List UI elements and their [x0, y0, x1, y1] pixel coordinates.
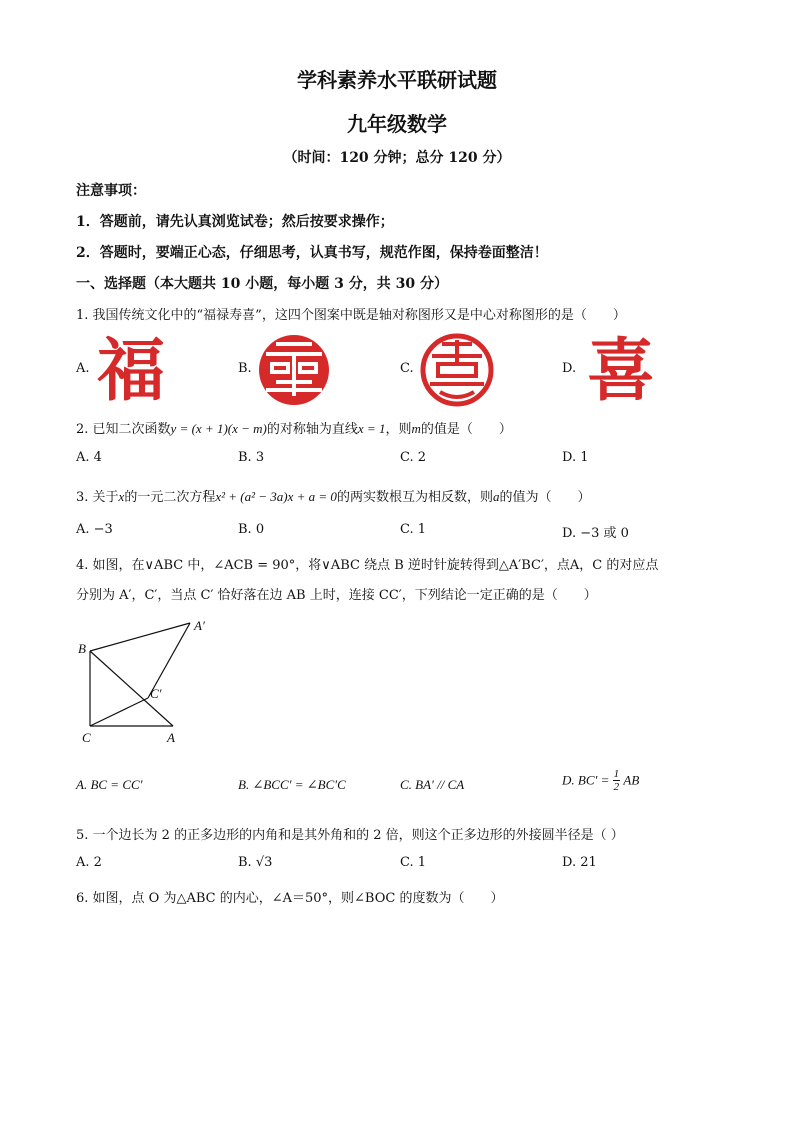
q3-option-a: A. −3 — [76, 522, 113, 537]
figure-label-a: A — [167, 730, 175, 745]
xi-seal-char: 喜 — [586, 332, 656, 406]
q3-option-b: B. 0 — [238, 522, 265, 537]
figure-label-c: C — [82, 730, 91, 745]
q5-option-d: D. 21 — [562, 855, 597, 870]
notes-item-1: 1．答题前，请先认真浏览试卷；然后按要求操作； — [76, 214, 394, 230]
section-1-heading: 一、选择题（本大题共 10 小题，每小题 3 分，共 30 分） — [76, 276, 448, 292]
q5-option-a: A. 2 — [76, 855, 102, 870]
figure-label-a-prime: A′ — [194, 618, 205, 633]
lu-seal-icon — [256, 332, 332, 408]
q2-option-c: C. 2 — [400, 450, 427, 465]
exam-title: 学科素养水平联研试题 — [297, 68, 497, 92]
q1-option-b-label: B. — [238, 361, 252, 376]
q4-figure — [70, 612, 220, 750]
q3-option-d: D. −3 或 0 — [562, 526, 629, 541]
q2-stem: 2. 已知二次函数y = (x + 1)(x − m)的对称轴为直线x = 1，则m的值是（ ） — [76, 421, 512, 437]
exam-subtitle: 九年级数学 — [347, 112, 447, 136]
figure-label-b: B — [78, 641, 86, 656]
q2-option-b: B. 3 — [238, 450, 265, 465]
figure-label-c-prime: C′ — [150, 686, 162, 701]
q1-option-d-label: D. — [562, 361, 577, 376]
xi-seal-icon — [582, 332, 660, 406]
q4-stem-line-2: 分别为 A′，C′，当点 C′ 恰好落在边 AB 上时，连接 CC′，下列结论一定正确的是（ ） — [76, 588, 597, 603]
q2-option-a: A. 4 — [76, 450, 102, 465]
q3-stem: 3. 关于x的一元二次方程x² + (a² − 3a)x + a = 0的两实数根互为相反数，则a的值为（ ） — [76, 489, 591, 505]
q1-stem: 1. 我国传统文化中的“福禄寿喜”，这四个图案中既是轴对称图形又是中心对称图形的是（ ） — [76, 308, 626, 323]
q4-option-d-fraction: $\frac{1}{2}$ — [613, 768, 620, 793]
q5-option-b: B. √3 — [238, 855, 273, 870]
exam-info: （时间：120 分钟；总分 120 分） — [283, 150, 511, 166]
q3-option-c: C. 1 — [400, 522, 427, 537]
q5-option-c: C. 1 — [400, 855, 427, 870]
q4-option-b: B. ∠BCC′ = ∠BC′C — [238, 777, 346, 792]
notes-item-2: 2．答题时，要端正心态，仔细思考，认真书写，规范作图，保持卷面整洁！ — [76, 245, 548, 261]
fu-seal-icon — [92, 332, 170, 406]
q4-option-a: A. BC = CC′ — [76, 777, 143, 792]
q1-option-c-label: C. — [400, 361, 414, 376]
shou-seal-icon — [418, 332, 496, 408]
q6-stem: 6. 如图，点 O 为△ABC 的内心，∠A＝50°，则∠BOC 的度数为（ ） — [76, 891, 504, 906]
q5-stem: 5. 一个边长为 2 的正多边形的内角和是其外角和的 2 倍，则这个正多边形的外接圆半径是（ ） — [76, 828, 624, 843]
fu-seal-char: 福 — [96, 332, 166, 406]
q2-option-d: D. 1 — [562, 450, 589, 465]
notes-heading: 注意事项： — [76, 183, 146, 199]
q1-option-a-label: A. — [76, 361, 90, 376]
q4-option-c: C. BA′ // CA — [400, 777, 465, 792]
q4-option-d: D. BC′ = $\frac{1}{2}$ AB — [562, 768, 640, 793]
q4-stem-line-1: 4. 如图，在∨ABC 中，∠ACB = 90°，将∨ABC 绕点 B 逆时针旋转得到△A′BC′，点A，C 的对应点 — [76, 558, 659, 573]
